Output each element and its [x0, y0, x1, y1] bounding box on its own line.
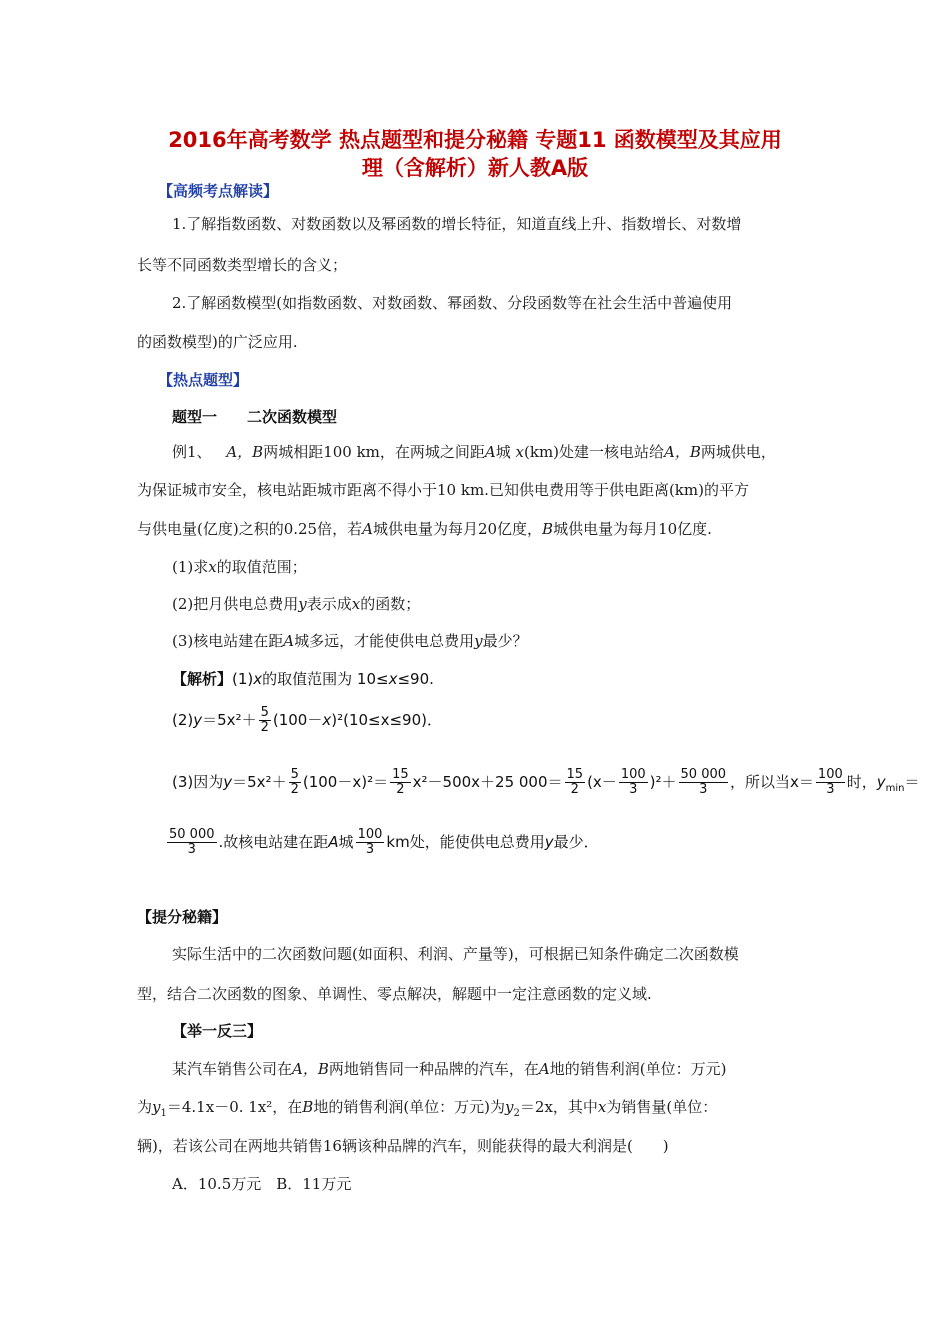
example-text: 两城供电，: [700, 443, 776, 461]
document-title-line2: 理（含解析）新人教A版: [361, 156, 589, 180]
document-title-line1: 2016年高考数学 热点题型和提分秘籍 专题11 函数模型及其应用: [168, 128, 782, 152]
var-y2: y: [505, 1098, 514, 1116]
var-y: y: [193, 711, 203, 729]
question-3: [172, 630, 528, 651]
example-text: 最少？: [482, 632, 528, 650]
city-pair: A，B: [664, 443, 701, 461]
fraction-hundred-third: [816, 768, 845, 797]
example-text: (1)求: [172, 558, 209, 576]
interpretation-item2-line2: 的函数模型)的广泛应用.: [137, 333, 298, 351]
formula-text: ＝5x²＋: [202, 711, 257, 729]
fraction-denominator: 3: [826, 782, 835, 797]
fraction-five-half: [289, 768, 301, 797]
fraction-numerator: 15: [392, 767, 409, 782]
var-y: y: [474, 632, 483, 650]
formula-text: )²(10≤x≤90)．: [331, 711, 442, 729]
var-y: y: [223, 773, 233, 791]
solution-label: 【解析】: [172, 670, 233, 688]
example-text: 的取值范围；: [216, 558, 307, 576]
example-text: 城供电量为每月10亿度.: [553, 520, 712, 538]
example1-line1: 例1、 A，B两城相距100 km，在两城之间距A城 x(km)处建一核电站给A，B两城供电，: [172, 443, 776, 461]
fraction-numerator: 50 000: [169, 827, 215, 842]
example-text: (2)把月供电总费用: [172, 595, 299, 613]
var-y1: y: [152, 1098, 161, 1116]
solution-part3: [172, 768, 920, 797]
city-pair: A，B: [292, 1060, 329, 1078]
solution-text: 时，: [846, 773, 877, 791]
city-a: A: [283, 632, 295, 650]
example1-line2: 为保证城市安全，核电站距城市距离不得小于10 km.已知供电费用等于供电距离(km)的平方: [137, 481, 749, 499]
practice-line3: [137, 1135, 669, 1156]
formula-text: ＝5x²＋: [232, 773, 287, 791]
city-b: B: [302, 1098, 314, 1116]
var-x: x: [208, 558, 217, 576]
interpretation-item1-line1: 1.了解指数函数、对数函数以及幂函数的增长特征，知道直线上升、指数增长、对数增: [172, 215, 742, 233]
city-a: A: [484, 443, 496, 461]
var-x: x: [388, 670, 398, 688]
fraction-numerator: 50 000: [680, 767, 727, 782]
unit-km: km: [386, 833, 410, 851]
tips-heading: 【提分秘籍】: [137, 908, 228, 926]
example-text: (km)处建一核电站给: [524, 443, 665, 461]
example1-line3: [137, 518, 712, 539]
city-pair: A，B: [226, 443, 264, 461]
example-label: 例1、: [172, 443, 212, 461]
fraction-denominator: 2: [570, 782, 579, 797]
subscript-1: 1: [160, 1108, 167, 1119]
practice-text: 辆该种品牌的汽车，则能获得的最大利润是( ): [341, 1137, 669, 1155]
fraction-denominator: 3: [699, 782, 708, 797]
var-y: y: [544, 833, 554, 851]
formula-text: x＝: [790, 773, 814, 791]
solution-text: (2): [172, 711, 194, 729]
fraction-denominator: 3: [187, 842, 196, 857]
number-16: 16: [322, 1137, 342, 1155]
fraction-fifty-thousand-third: [679, 768, 729, 797]
solution-text: 城: [338, 833, 354, 851]
fraction-denominator: 2: [260, 720, 269, 735]
fraction-numerator: 100: [357, 827, 383, 842]
solution-text: ，所以当: [730, 773, 791, 791]
example-text: 城多远，才能使供电总费用: [294, 632, 475, 650]
practice-text: 辆)，若该公司在两地共销售: [137, 1137, 323, 1155]
example-text: 表示成: [306, 595, 352, 613]
fraction-numerator: 5: [290, 767, 299, 782]
fraction-fifty-thousand-third: [167, 828, 217, 857]
question-1: [172, 556, 307, 577]
formula-text: )²＋: [649, 773, 677, 791]
practice-text: ＝2x，其中: [519, 1098, 598, 1116]
practice-options: A．10.5万元 B．11万元: [172, 1175, 352, 1193]
practice-text: 地的销售利润(单位：万元): [549, 1060, 727, 1078]
fraction-fifteen-half: [390, 768, 411, 797]
solution-text: .故核电站建在距: [218, 833, 329, 851]
question-2: [172, 593, 420, 614]
formula-text: (100－x)²＝: [302, 773, 389, 791]
practice-line1: [172, 1058, 726, 1079]
formula-text: x²－500x＋25 000＝: [412, 773, 563, 791]
practice-heading: 【举一反三】: [172, 1022, 263, 1040]
city-a: A: [328, 833, 339, 851]
city-a: A: [362, 520, 373, 538]
solution-part2: [172, 706, 442, 735]
example-text: (3)核电站建在距: [172, 632, 284, 650]
fraction-denominator: 3: [365, 842, 375, 857]
formula-text: (100－: [272, 711, 323, 729]
practice-text: ＝4.1x－0. 1x²，在: [166, 1098, 303, 1116]
var-x: x: [351, 595, 361, 613]
practice-line2: [137, 1096, 717, 1117]
interpretation-item2-line1: 2.了解函数模型(如指数函数、对数函数、幂函数、分段函数等在社会生活中普遍使用: [172, 294, 733, 312]
solution-text: (1): [232, 670, 254, 688]
example-text: 两城相距100 km，在两城之间距: [263, 443, 485, 461]
fraction-denominator: 2: [290, 782, 299, 797]
practice-text: 某汽车销售公司在: [172, 1060, 293, 1078]
fraction-numerator: 100: [817, 767, 843, 782]
practice-text: 地的销售利润(单位：万元)为: [313, 1098, 506, 1116]
fraction-numerator: 100: [620, 767, 646, 782]
interpretation-item1-line2: 长等不同函数类型增长的含义；: [137, 256, 348, 274]
tips-line2: 型，结合二次函数的图象、单调性、零点解决，解题中一定注意函数的定义域.: [137, 985, 652, 1003]
practice-text: 为销售量(单位：: [606, 1098, 718, 1116]
solution-text: 处，能使供电总费用: [409, 833, 545, 851]
fraction-numerator: 5: [260, 705, 269, 720]
practice-text: 为: [137, 1098, 153, 1116]
fraction-numerator: 15: [566, 767, 584, 782]
var-x: x: [597, 1098, 607, 1116]
question-type-1: 题型一 二次函数模型: [172, 408, 338, 426]
fraction-fifteen-half: [565, 768, 586, 797]
interpretation-heading: 【高频考点解读】: [158, 182, 279, 200]
subscript-2: 2: [513, 1108, 520, 1119]
var-y-min: y: [876, 773, 886, 791]
fraction-hundred-third: [356, 828, 385, 857]
tips-line1: 实际生活中的二次函数问题(如面积、利润、产量等)，可根据已知条件确定二次函数模: [172, 945, 739, 963]
example-text: 城供电量为每月20亿度，: [372, 520, 543, 538]
solution-part1: [172, 668, 434, 689]
fraction-five-half: [259, 706, 271, 735]
example-text: 与供电量(亿度)之积的0.25倍，若: [137, 520, 363, 538]
solution-text: 最少．: [553, 833, 599, 851]
city-b: B: [542, 520, 554, 538]
formula-text: (x－: [587, 773, 617, 791]
fraction-denominator: 3: [629, 782, 638, 797]
formula-text: ＝: [904, 773, 920, 791]
city-a: A: [538, 1060, 550, 1078]
var-x: x: [322, 711, 332, 729]
var-y: y: [298, 595, 307, 613]
solution-part4: [165, 828, 599, 857]
fraction-denominator: 2: [396, 782, 405, 797]
fraction-hundred-third: [619, 768, 648, 797]
var-x: x: [515, 443, 524, 461]
example-text: 的函数；: [360, 595, 421, 613]
solution-text: ≤90.: [397, 670, 434, 688]
solution-text: 的取值范围为 10≤: [262, 670, 389, 688]
solution-text: (3)因为: [172, 773, 224, 791]
subscript-min: min: [885, 783, 905, 794]
practice-text: 两地销售同一种品牌的汽车，在: [328, 1060, 539, 1078]
hot-topic-heading: 【热点题型】: [158, 371, 249, 389]
var-x: x: [253, 670, 263, 688]
